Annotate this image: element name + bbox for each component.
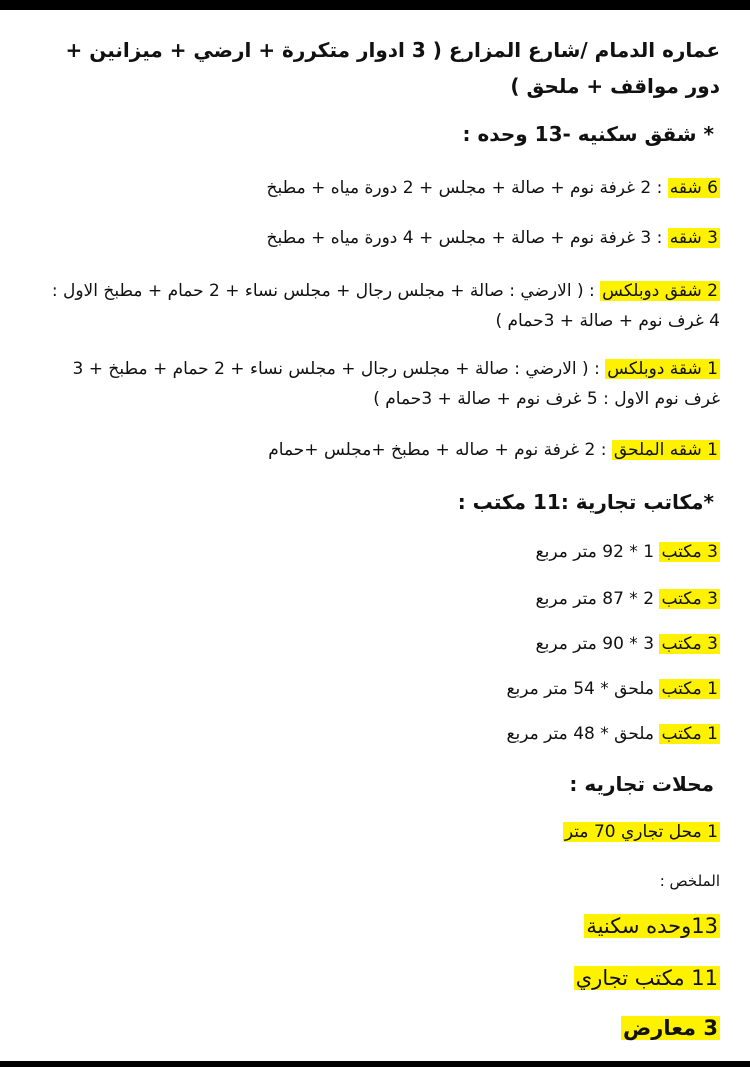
item-label: 3 مكتب xyxy=(661,542,718,562)
office-item xyxy=(536,634,720,654)
shops-heading: محلات تجاريه : xyxy=(569,772,714,796)
item-label: 2 شقق دوبلكس xyxy=(602,281,718,301)
summary-item xyxy=(574,966,720,990)
item-label: 3 مكتب xyxy=(661,634,718,654)
residential-item xyxy=(40,354,720,414)
office-item xyxy=(536,589,720,609)
residential-item xyxy=(267,178,720,198)
item-text: : ( الارضي : صالة + مجلس رجال + مجلس نساء + 2 حمام + مطبخ الاول : 4 غرف نوم + صالة + 3حمام ) xyxy=(51,281,720,331)
item-text: : 2 غرفة نوم + صاله + مطبخ +مجلس +حمام xyxy=(268,440,612,460)
summary-item xyxy=(621,1016,720,1040)
item-text: : 2 غرفة نوم + صالة + مجلس + 2 دورة مياه + مطبخ xyxy=(266,178,668,198)
item-text: 1 * 92 متر مربع xyxy=(535,542,660,562)
residential-heading: * شقق سكنيه -13 وحده : xyxy=(462,122,714,146)
summary-value: 3 معارض xyxy=(622,1016,718,1040)
residential-item xyxy=(268,440,720,460)
office-item xyxy=(506,724,720,744)
offices-heading: *مكاتب تجارية :11 مكتب : xyxy=(457,490,714,514)
item-text: ملحق * 48 متر مربع xyxy=(506,724,660,744)
summary-item xyxy=(584,914,720,938)
item-text: 3 * 90 متر مربع xyxy=(535,634,660,654)
item-label: 1 مكتب xyxy=(661,724,718,744)
top-border xyxy=(0,0,750,10)
residential-item xyxy=(267,228,720,248)
item-text: 2 * 87 متر مربع xyxy=(535,589,660,609)
item-label: 1 مكتب xyxy=(661,679,718,699)
shop-label: 1 محل تجاري 70 متر xyxy=(564,822,718,842)
item-text: : ( الارضي : صالة + مجلس رجال + مجلس نساء + 2 حمام + مطبخ + 3 غرف نوم الاول : 5 غرف نوم + صالة + 3حمام ) xyxy=(72,359,720,409)
summary-value: 13وحده سكنية xyxy=(586,914,718,938)
summary-label: الملخص : xyxy=(659,872,720,890)
shop-item xyxy=(563,822,720,842)
item-label: 1 شقه الملحق xyxy=(613,440,718,460)
item-text: ملحق * 54 متر مربع xyxy=(506,679,660,699)
office-item xyxy=(506,679,720,699)
summary-value: 11 مكتب تجاري xyxy=(575,966,718,990)
item-label: 1 شقة دوبلكس xyxy=(607,359,718,379)
item-label: 3 شقه xyxy=(669,228,718,248)
bottom-border xyxy=(0,1061,750,1067)
item-label: 6 شقه xyxy=(669,178,718,198)
residential-item xyxy=(40,276,720,336)
document-title: عماره الدمام /شارع المزارع ( 3 ادوار متكررة + ارضي + ميزانين + دور مواقف + ملحق ) xyxy=(65,38,720,98)
item-text: : 3 غرفة نوم + صالة + مجلس + 4 دورة مياه + مطبخ xyxy=(266,228,668,248)
item-label: 3 مكتب xyxy=(661,589,718,609)
office-item xyxy=(536,542,720,562)
